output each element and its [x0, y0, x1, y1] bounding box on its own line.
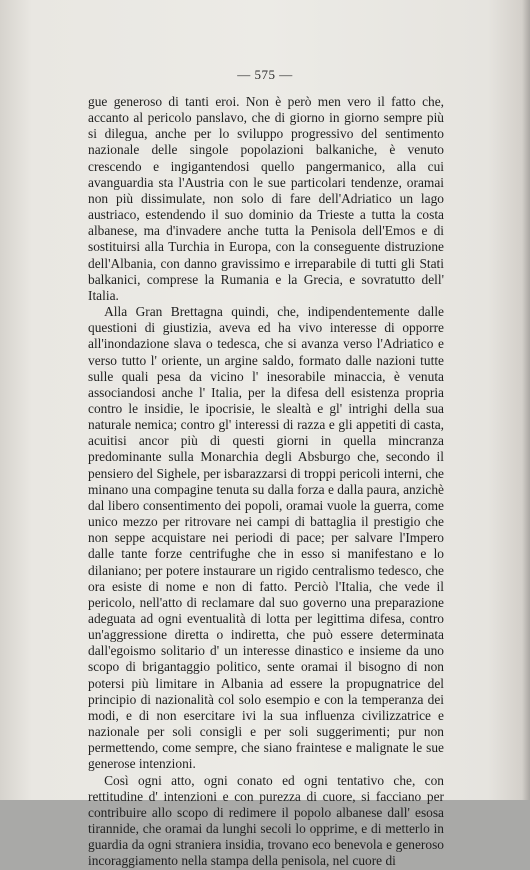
body-text [88, 94, 444, 870]
page-edge-shadow [522, 0, 530, 800]
paragraph: Alla Gran Brettagna quindi, che, indipendentemente dalle questioni di giustizia, aveva ed ha vivo interesse di opporre all'inondazione slava o tedesca, che si avanza verso l'Adriatico e verso tutto l' oriente, un argine saldo, formato dalle nazioni tutte sulle quali pesa da vicino l' inesorabile minaccia, è venuta associandosi anche l' Italia, per la difesa dell esistenza propria contro le insidie, le ipocrisie, le slealtà e gl' intrighi della sua naturale nemica; contro gl' interessi di razza e gli appetiti di casta, acuitisi ancor più di questi giorni in quella mincranza predominante sulla Monarchia degli Absburgo che, secondo il pensiero del Sighele, per isbarazzarsi di troppi pericoli interni, che minano una compagine tenuta su dalla forza e dalla paura, anzichè dal libero consentimento dei popoli, oramai vuole la guerra, come unico mezzo per ritrovare nei campi di battaglia il prestigio che non seppe acquistare nei periodi di pace; per salvare l'Impero dalle tante forze centrifughe che in esso si manifestano e lo dilaniano; per potere instaurare un rigido centralismo tedesco, che ora esiste di nome e non di fatto. Perciò l'Italia, che vede il pericolo, nell'atto di reclamare dal suo governo una preparazione adeguata ad ogni eventualità di lotta per legittima difesa, contro un'aggressione diretta o indiretta, che può essere determinata dall'egoismo solitario d' un interesse dinastico e insieme da uno scopo di brigantaggio politico, sente oramai il bisogno di non potersi più limitare in Albania ad essere la propugnatrice del principio di nazionalità col solo esempio e con la temperanza dei modi, e di non esercitare ivi la sua influenza civilizzatrice e nazionale per soli consigli e per soli suggerimenti; pur non permettendo, come sempre, che siano fraintese e malignate le sue generose intenzioni. [88, 304, 444, 772]
paragraph: Così ogni atto, ogni conato ed ogni tentativo che, con rettitudine d' intenzioni e con purezza di cuore, si facciano per contribuire allo scopo di redimere il popolo albanese dall' esosa tirannide, che oramai da lunghi secoli lo opprime, e di metterlo in guardia da ogni straniera insidia, trovano eco benevola e generoso incoraggiamento nella stampa della penisola, nel cuore di [88, 772, 444, 869]
paragraph-continuation: gue generoso di tanti eroi. Non è però men vero il fatto che, accanto al pericolo panslavo, che di giorno in giorno sempre più si dilegua, anche per lo sviluppo progressivo del sentimento nazionale delle singole popolazioni balkaniche, è venuto crescendo e ingigantendosi quello pangermanico, alla cui avanguardia sta l'Austria con le sue particolari tendenze, oramai non più dissimulate, non solo di fare dell'Adriatico un lago austriaco, estendendo il suo dominio da Trieste a tutta la costa albanese, ma d'invadere anche tutta la Penisola dell'Emos e di sostituirsi alla Turchia in Europa, con la conseguente distruzione dell'Albania, con danno gravissimo e irreparabile di tutti gli Stati balkanici, comprese la Rumania e la Grecia, e sovratutto dell' Italia. [88, 94, 444, 303]
page-number: — 575 — [237, 67, 293, 82]
